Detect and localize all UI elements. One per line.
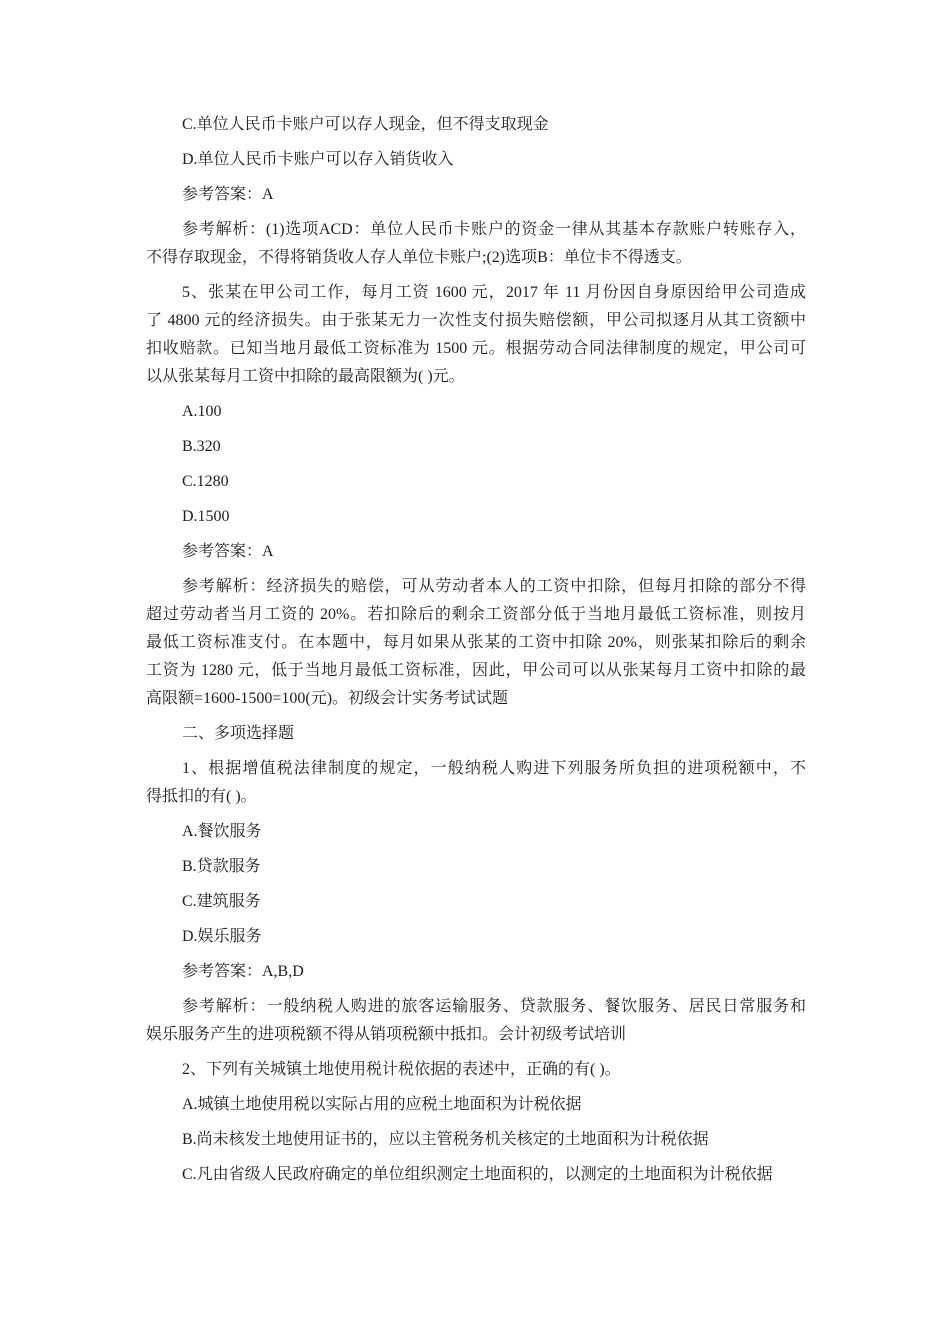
mc2-option-a <box>146 1091 806 1119</box>
text-line: 以从张某每月工资中扣除的最高限额为( )元。 <box>146 368 465 385</box>
text-line: 工资为 1280 元，低于当地月最低工资标准，因此，甲公司可以从张某每月工资中扣除的最 <box>146 662 806 679</box>
text-line: 参考解析：一般纳税人购进的旅客运输服务、贷款服务、餐饮服务、居民日常服务和 <box>182 998 806 1015</box>
text-line: 超过劳动者当月工资的 20%。若扣除后的剩余工资部分低于当地月最低工资标准，则按月 <box>146 606 806 623</box>
text-line: 1、根据增值税法律制度的规定，一般纳税人购进下列服务所负担的进项税额中，不 <box>182 760 806 777</box>
mc1-explanation <box>146 993 806 1049</box>
text-line: 参考答案：A <box>182 186 274 203</box>
text-line: 最低工资标准支付。在本题中，每月如果从张某的工资中扣除 20%，则张某扣除后的剩余 <box>146 634 806 651</box>
mc-question-1 <box>146 755 806 811</box>
text-line: 了 4800 元的经济损失。由于张某无力一次性支付损失赔偿额，甲公司拟逐月从其工资额中 <box>146 312 806 329</box>
text-line: 参考答案：A <box>182 543 274 560</box>
q4-option-d <box>146 146 806 174</box>
q5-option-a <box>146 398 806 426</box>
text-line: 参考解析：(1)选项ACD：单位人民币卡账户的资金一律从其基本存款账户转账存入， <box>182 221 806 238</box>
text-line: C.建筑服务 <box>182 893 261 910</box>
text-line: 5、张某在甲公司工作，每月工资 1600 元，2017 年 11 月份因自身原因给甲公司造成 <box>182 284 806 301</box>
text-line: A.100 <box>182 403 222 420</box>
text-line: B.320 <box>182 438 221 455</box>
mc1-option-a <box>146 818 806 846</box>
q5-answer <box>146 538 806 566</box>
mc1-option-c <box>146 888 806 916</box>
q4-option-c <box>146 111 806 139</box>
text-line: B.尚未核发土地使用证书的，应以主管税务机关核定的土地面积为计税依据 <box>182 1131 709 1148</box>
text-line: C.单位人民币卡账户可以存人现金，但不得支取现金 <box>182 116 549 133</box>
q5-explanation <box>146 573 806 713</box>
q4-explanation <box>146 216 806 272</box>
section-heading <box>146 720 806 748</box>
mc1-option-b <box>146 853 806 881</box>
text-line: A.城镇土地使用税以实际占用的应税土地面积为计税依据 <box>182 1096 582 1113</box>
text-line: D.1500 <box>182 508 230 525</box>
text-line: 高限额=1600-1500=100(元)。初级会计实务考试试题 <box>146 690 509 707</box>
text-line: C.1280 <box>182 473 229 490</box>
mc1-option-d <box>146 923 806 951</box>
text-line: 不得存取现金，不得将销货收人存人单位卡账户;(2)选项B：单位卡不得透支。 <box>146 249 692 266</box>
text-line: D.单位人民币卡账户可以存入销货收入 <box>182 151 454 168</box>
mc2-option-b <box>146 1126 806 1154</box>
text-line: C.凡由省级人民政府确定的单位组织测定土地面积的，以测定的土地面积为计税依据 <box>182 1166 773 1183</box>
q5-option-c <box>146 468 806 496</box>
document-body <box>146 111 806 1196</box>
mc2-option-c <box>146 1161 806 1189</box>
text-line: 2、下列有关城镇土地使用税计税依据的表述中，正确的有( )。 <box>182 1061 621 1078</box>
text-line: 二、多项选择题 <box>182 725 295 742</box>
text-line: B.贷款服务 <box>182 858 261 875</box>
text-line: 参考答案：A,B,D <box>182 963 304 980</box>
text-line: 得抵扣的有( )。 <box>146 788 257 805</box>
mc1-answer <box>146 958 806 986</box>
mc-question-2 <box>146 1056 806 1084</box>
text-line: 扣收赔款。已知当地月最低工资标准为 1500 元。根据劳动合同法律制度的规定，甲公司可 <box>146 340 806 357</box>
text-line: 娱乐服务产生的进项税额不得从销项税额中抵扣。会计初级考试培训 <box>146 1026 627 1043</box>
text-line: A.餐饮服务 <box>182 823 262 840</box>
question-5 <box>146 279 806 391</box>
text-line: D.娱乐服务 <box>182 928 262 945</box>
text-line: 参考解析：经济损失的赔偿，可从劳动者本人的工资中扣除，但每月扣除的部分不得 <box>182 578 806 595</box>
q5-option-b <box>146 433 806 461</box>
q5-option-d <box>146 503 806 531</box>
q4-answer <box>146 181 806 209</box>
